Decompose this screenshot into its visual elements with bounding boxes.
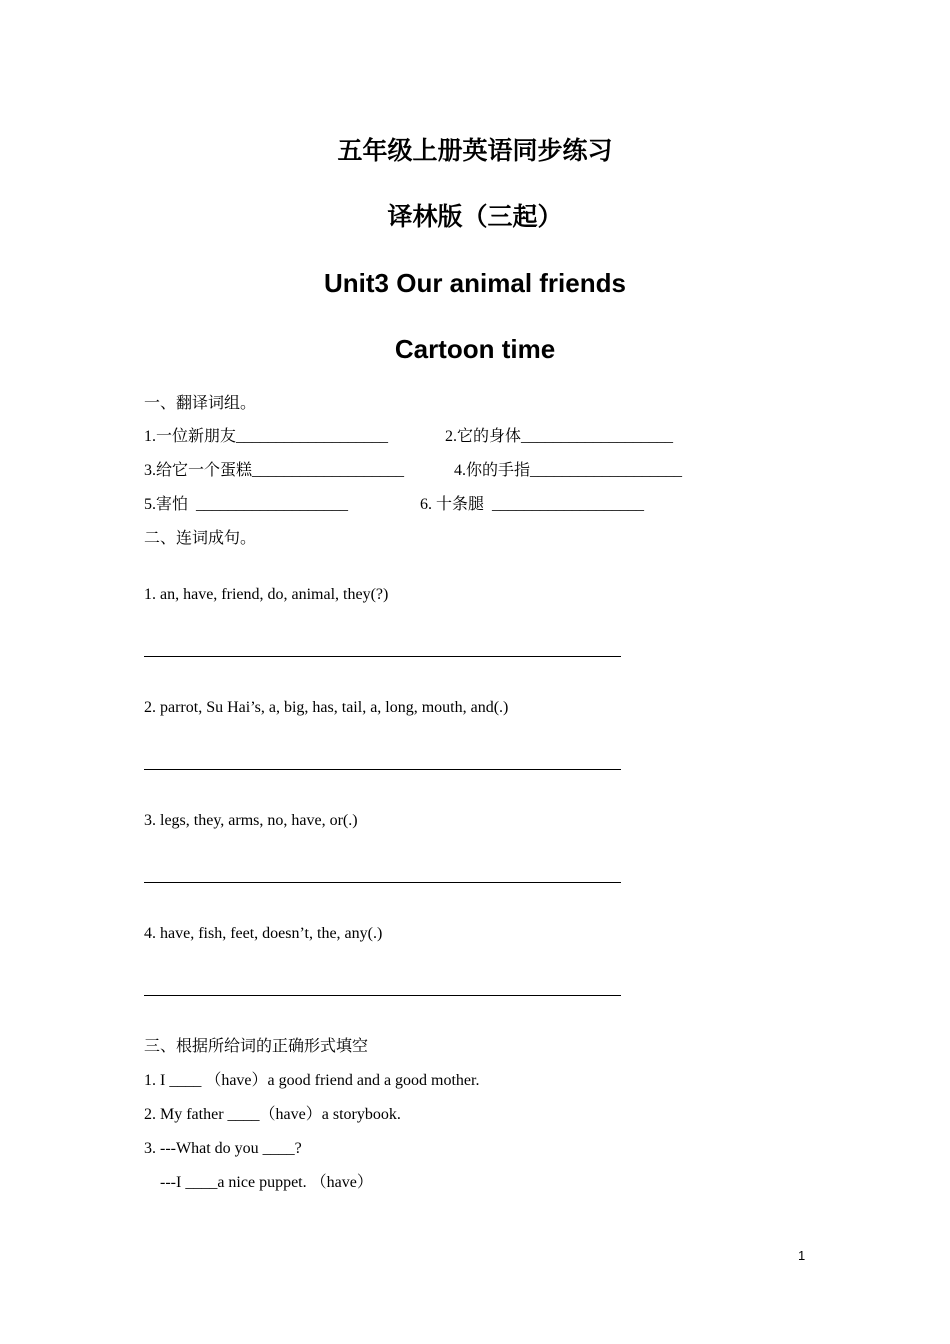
translate-item-3: 3.给它一个蛋糕___________________ <box>144 462 405 479</box>
translate-item-1: 1.一位新朋友___________________ <box>144 428 389 445</box>
translate-item-6: 6. 十条腿 ___________________ <box>420 496 645 513</box>
fill-question-2: 2. My father ____（have）a storybook. <box>144 1106 401 1123</box>
unit-title: Unit3 Our animal friends <box>324 268 626 298</box>
page-title: 五年级上册英语同步练习 <box>337 136 613 165</box>
sentence-question-1: 1. an, have, friend, do, animal, they(?) <box>144 586 389 603</box>
section1-heading: 一、翻译词组。 <box>144 395 257 412</box>
translate-item-4: 4.你的手指___________________ <box>454 462 683 479</box>
answer-line-2 <box>144 769 621 770</box>
answer-line-3 <box>144 882 621 883</box>
edition-subtitle: 译林版（三起） <box>387 202 563 231</box>
section3-heading: 三、根据所给词的正确形式填空 <box>144 1038 369 1055</box>
lesson-title: Cartoon time <box>394 334 556 364</box>
fill-question-3a: 3. ---What do you ____? <box>144 1140 302 1157</box>
answer-line-1 <box>144 656 621 657</box>
sentence-question-2: 2. parrot, Su Hai’s, a, big, has, tail, a, long, mouth, and(.) <box>144 699 509 716</box>
answer-line-4 <box>144 995 621 996</box>
translate-item-5: 5.害怕 ___________________ <box>144 496 349 513</box>
page-number: 1 <box>798 1248 806 1263</box>
sentence-question-4: 4. have, fish, feet, doesn’t, the, any(.) <box>144 925 383 942</box>
sentence-question-3: 3. legs, they, arms, no, have, or(.) <box>144 812 358 829</box>
section2-heading: 二、连词成句。 <box>144 530 257 547</box>
fill-question-3b: ---I ____a nice puppet. （have） <box>144 1174 373 1191</box>
fill-question-1: 1. I ____ （have）a good friend and a good mother. <box>144 1072 480 1089</box>
translate-item-2: 2.它的身体___________________ <box>445 428 674 445</box>
